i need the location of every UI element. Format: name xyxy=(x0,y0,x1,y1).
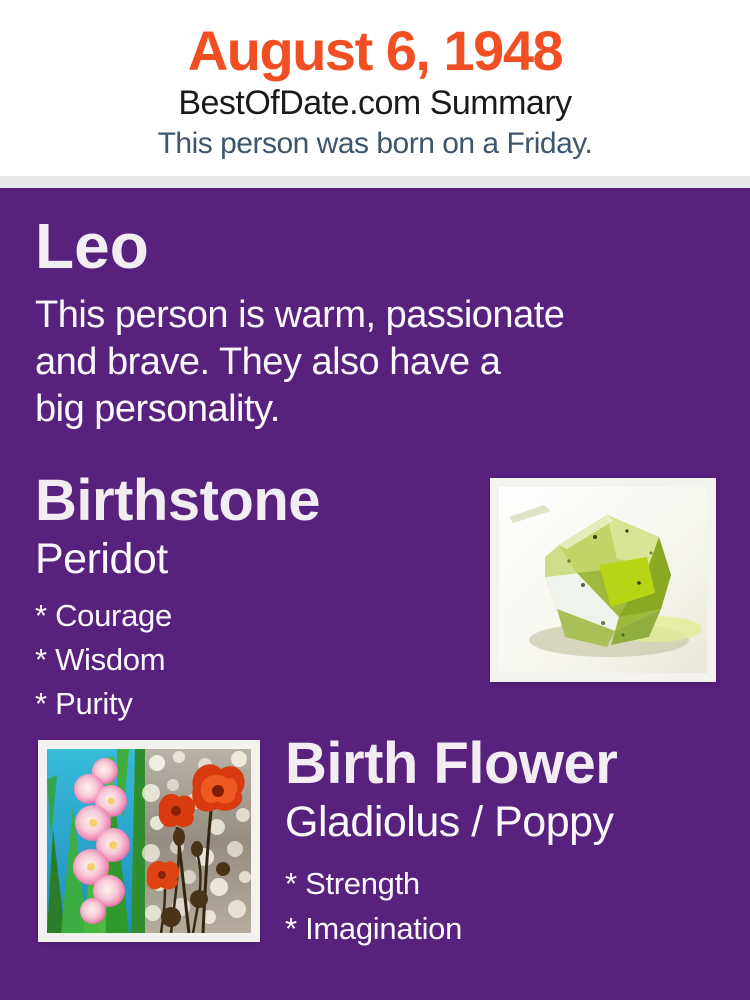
header-divider xyxy=(0,176,750,188)
site-summary-subtitle: BestOfDate.com Summary xyxy=(178,83,572,122)
flower-photo-frame xyxy=(38,740,260,942)
zodiac-description-line: big personality. xyxy=(35,387,280,430)
poppy-flower-small xyxy=(147,861,179,889)
zodiac-description xyxy=(35,292,564,433)
peridot-gemstone-photo xyxy=(499,487,707,673)
birthstone-traits xyxy=(35,594,320,726)
poppy-half xyxy=(142,749,251,933)
trait-item: * Purity xyxy=(35,686,133,722)
birth-flower-traits xyxy=(285,861,617,951)
summary-body xyxy=(0,188,750,1000)
gladiolus-and-poppy-photo xyxy=(47,749,251,933)
birth-flower-heading: Birth Flower xyxy=(285,731,618,796)
zodiac-block xyxy=(35,210,564,433)
trait-item: * Strength xyxy=(285,866,420,902)
poppy-flower-medium xyxy=(159,794,195,827)
gladiolus-half xyxy=(47,749,145,933)
zodiac-sign-title: Leo xyxy=(35,210,149,282)
trait-item: * Wisdom xyxy=(35,642,166,678)
trait-item: * Courage xyxy=(35,598,172,634)
weekday-line: This person was born on a Friday. xyxy=(157,126,593,160)
zodiac-description-line: and brave. They also have a xyxy=(35,340,501,383)
peridot-photo-frame xyxy=(490,478,716,682)
trait-item: * Imagination xyxy=(285,911,463,947)
birthstone-block xyxy=(35,468,320,726)
zodiac-description-line: This person is warm, passionate xyxy=(35,293,565,336)
birthstone-heading: Birthstone xyxy=(35,468,320,533)
birth-flower-block xyxy=(285,731,617,951)
poppy-flower-large xyxy=(192,764,244,811)
date-title: August 6, 1948 xyxy=(187,19,563,82)
birth-flower-name: Gladiolus / Poppy xyxy=(285,797,614,846)
birthstone-name: Peridot xyxy=(35,534,168,583)
header xyxy=(0,0,750,176)
